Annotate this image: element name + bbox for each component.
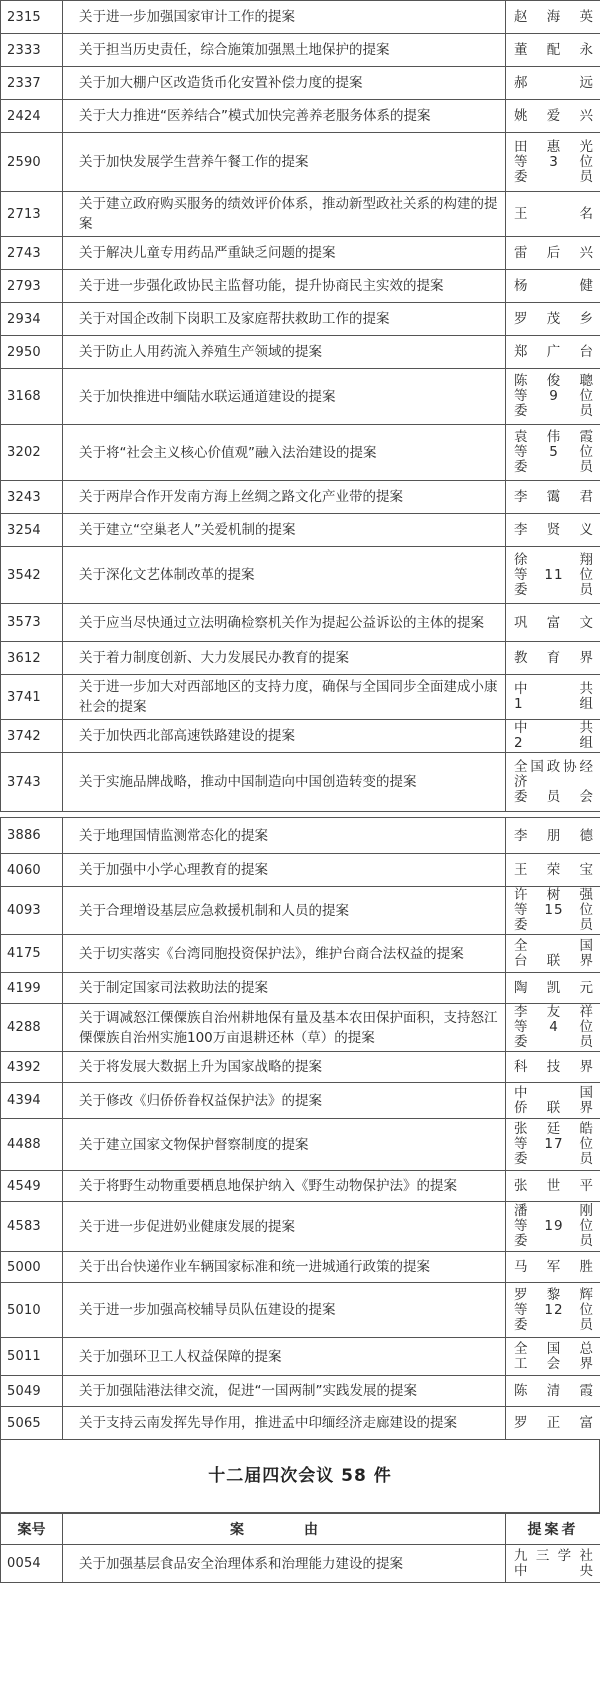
proposer-line: 等12位 [514,1301,594,1318]
proposer [506,935,600,973]
table-row [1,935,600,973]
proposer-line: 罗茂乡 [514,311,594,327]
case-subject: 关于将发展大数据上升为国家战略的提案 [63,1052,506,1083]
proposal-rows-b [1,818,600,1440]
case-subject: 关于进一步加大对西部地区的支持力度，确保与全国同步全面建成小康社会的提案 [63,675,506,720]
proposer-line: 台联界 [514,952,594,969]
case-subject: 关于将“社会主义核心价值观”融入法治建设的提案 [63,425,506,481]
proposer [506,336,600,369]
proposer-line: 2组 [514,735,594,751]
table-row [1,1083,600,1119]
proposer-line: 九三学社 [514,1547,594,1564]
case-number: 2337 [1,67,63,100]
table-row [1,1119,600,1171]
proposer-line: 赵海英 [514,9,594,25]
proposer [506,192,600,237]
proposer-line: 工会界 [514,1355,594,1372]
case-subject: 关于担当历史责任，综合施策加强黑土地保护的提案 [63,34,506,67]
proposer-line: 委员 [514,581,594,598]
case-subject: 关于建立国家文物保护督察制度的提案 [63,1119,506,1171]
proposer-line: 李霭君 [514,489,594,505]
case-number: 3612 [1,642,63,675]
table-row [1,67,600,100]
proposer [506,547,600,604]
proposer-line: 张世平 [514,1178,594,1194]
proposer [506,237,600,270]
table-row [1,1545,600,1583]
case-number: 5010 [1,1283,63,1338]
table-row [1,818,600,854]
proposer [506,1252,600,1283]
proposer [506,1407,600,1440]
case-number: 4583 [1,1202,63,1252]
case-subject: 关于防止人用药流入养殖生产领域的提案 [63,336,506,369]
table-row [1,1338,600,1376]
header-case-number: 案号 [1,1514,63,1545]
case-subject: 关于加大棚户区改造货币化安置补偿力度的提案 [63,67,506,100]
case-subject: 关于支持云南发挥先导作用，推进孟中印缅经济走廊建设的提案 [63,1407,506,1440]
case-number: 5049 [1,1376,63,1407]
proposer-line: 罗正富 [514,1415,594,1431]
proposer-line: 委员 [514,917,594,933]
case-number: 4488 [1,1119,63,1171]
proposer-line: 1组 [514,696,594,712]
case-number: 5000 [1,1252,63,1283]
proposer [506,818,600,854]
table-row [1,720,600,753]
case-number: 4060 [1,854,63,887]
case-subject: 关于合理增设基层应急救援机制和人员的提案 [63,887,506,935]
case-subject: 关于加快推进中缅陆水联运通道建设的提案 [63,369,506,425]
proposer [506,675,600,720]
proposer-line: 董配永 [514,42,594,58]
table-row [1,514,600,547]
table-row [1,303,600,336]
case-subject: 关于建立政府购买服务的绩效评价体系，推动新型政社关系的构建的提案 [63,192,506,237]
proposer-line: 全国政协经济 [514,758,594,790]
table-row [1,547,600,604]
table-row [1,369,600,425]
case-subject: 关于加快发展学生营养午餐工作的提案 [63,133,506,192]
case-number: 3886 [1,818,63,854]
proposer-line: 科技界 [514,1059,594,1075]
proposer-line: 徐翔 [514,551,594,568]
table-row [1,100,600,133]
proposer-line: 教育界 [514,650,594,666]
proposer-line: 委员 [514,168,594,185]
case-subject: 关于将野生动物重要栖息地保护纳入《野生动物保护法》的提案 [63,1171,506,1202]
proposer [506,133,600,192]
table-row [1,973,600,1004]
case-number: 3542 [1,547,63,604]
proposer [506,481,600,514]
proposer-line: 潘刚 [514,1203,594,1219]
proposer-line: 巩富文 [514,614,594,631]
case-subject: 关于制定国家司法救助法的提案 [63,973,506,1004]
proposer-line: 全国 [514,937,594,954]
proposer-line: 王名 [514,206,594,222]
case-subject: 关于进一步促进奶业健康发展的提案 [63,1202,506,1252]
table-row [1,753,600,812]
proposer-line: 袁伟霞 [514,429,594,445]
table-row [1,1407,600,1440]
proposer [506,854,600,887]
case-subject: 关于加强基层食品安全治理体系和治理能力建设的提案 [63,1545,506,1583]
case-number: 2793 [1,270,63,303]
proposer-line: 等3位 [514,153,594,170]
proposer-line: 侨联界 [514,1099,594,1116]
table-row [1,270,600,303]
case-subject: 关于实施品牌战略，推动中国制造向中国创造转变的提案 [63,753,506,812]
proposer-line: 王荣宝 [514,862,594,878]
table-row [1,1,600,34]
proposer [506,1376,600,1407]
table-row [1,642,600,675]
case-subject: 关于进一步加强国家审计工作的提案 [63,1,506,34]
case-number: 4392 [1,1052,63,1083]
proposer-line: 委员 [514,1316,594,1333]
proposer [506,369,600,425]
case-subject: 关于地理国情监测常态化的提案 [63,818,506,854]
proposer-line: 郑广台 [514,344,594,360]
case-number: 3743 [1,753,63,812]
case-subject: 关于大力推进“医养结合”模式加快完善养老服务体系的提案 [63,100,506,133]
case-subject: 关于切实落实《台湾同胞投资保护法》，维护台商合法权益的提案 [63,935,506,973]
table-row [1,34,600,67]
proposer-line: 委员 [514,403,594,419]
case-subject: 关于加强中小学心理教育的提案 [63,854,506,887]
proposer [506,1052,600,1083]
case-subject: 关于解决儿童专用药品严重缺乏问题的提案 [63,237,506,270]
table-row [1,1052,600,1083]
case-subject: 关于进一步强化政协民主监督功能，提升协商民主实效的提案 [63,270,506,303]
proposer [506,303,600,336]
proposer-line: 委员 [514,459,594,475]
case-number: 3742 [1,720,63,753]
proposer-line: 陈清霞 [514,1383,594,1399]
proposer [506,1,600,34]
proposer-line: 委员 [514,1151,594,1167]
case-subject: 关于两岸合作开发南方海上丝绸之路文化产业带的提案 [63,481,506,514]
proposal-rows-c [1,1545,600,1583]
case-number: 2315 [1,1,63,34]
table-row [1,133,600,192]
proposer-line: 中国 [514,1084,594,1101]
proposer-line: 马军胜 [514,1259,594,1275]
case-subject: 关于对国企改制下岗职工及家庭帮扶救助工作的提案 [63,303,506,336]
proposal-table-lower [0,1513,600,1583]
table-row [1,237,600,270]
case-number: 3254 [1,514,63,547]
proposer [506,425,600,481]
proposer [506,100,600,133]
proposer-line: 李朋德 [514,827,594,844]
proposer-line: 等19位 [514,1218,594,1234]
table-row [1,1252,600,1283]
proposer [506,67,600,100]
case-number: 4288 [1,1004,63,1052]
proposal-table-upper [0,0,600,812]
proposer [506,1083,600,1119]
proposer-line: 陶凯元 [514,980,594,996]
case-subject: 关于修改《归侨侨眷权益保护法》的提案 [63,1083,506,1119]
case-number: 3573 [1,604,63,642]
proposer [506,1004,600,1052]
case-subject: 关于调减怒江傈僳族自治州耕地保有量及基本农田保护面积，支持怒江傈僳族自治州实施100万亩退耕还林（草）的提案 [63,1004,506,1052]
case-subject: 关于建立“空巢老人”关爱机制的提案 [63,514,506,547]
proposer-line: 委员 [514,1233,594,1249]
proposer [506,514,600,547]
proposer-line: 委员会 [514,788,594,805]
proposer-line: 田惠光 [514,138,594,155]
proposer-line: 李贤义 [514,522,594,538]
proposer [506,34,600,67]
proposer-line: 许树强 [514,887,594,903]
case-number: 2950 [1,336,63,369]
case-number: 5065 [1,1407,63,1440]
proposer [506,642,600,675]
case-number: 5011 [1,1338,63,1376]
session-heading [0,1440,600,1513]
case-number: 4549 [1,1171,63,1202]
header-proposer: 提案者 [506,1514,600,1545]
proposer [506,753,600,812]
case-number: 2424 [1,100,63,133]
proposer-line: 中共 [514,720,594,736]
case-number: 3741 [1,675,63,720]
case-number: 2713 [1,192,63,237]
table-row [1,854,600,887]
proposer-line: 中央 [514,1562,594,1579]
proposer-line: 等5位 [514,444,594,460]
table-row [1,336,600,369]
proposer-line: 等11位 [514,566,594,583]
proposer [506,720,600,753]
case-number: 3202 [1,425,63,481]
table-row [1,1004,600,1052]
case-number: 2590 [1,133,63,192]
table-row [1,1283,600,1338]
proposal-rows-a [1,1,600,812]
proposer [506,1202,600,1252]
table-row [1,1202,600,1252]
proposer-line: 杨健 [514,278,594,294]
case-number: 2333 [1,34,63,67]
case-number: 4175 [1,935,63,973]
proposer-line: 姚爱兴 [514,108,594,124]
proposer-line: 全国总 [514,1340,594,1357]
table-header-row [1,1514,600,1545]
proposer-line: 等17位 [514,1136,594,1152]
case-subject: 关于深化文艺体制改革的提案 [63,547,506,604]
proposer [506,1119,600,1171]
case-subject: 关于应当尽快通过立法明确检察机关作为提起公益诉讼的主体的提案 [63,604,506,642]
table-row [1,675,600,720]
proposer-line: 雷后兴 [514,245,594,261]
proposer [506,887,600,935]
proposer-line: 罗黎辉 [514,1286,594,1303]
table-row [1,192,600,237]
case-subject: 关于加快西北部高速铁路建设的提案 [63,720,506,753]
case-subject: 关于进一步加强高校辅导员队伍建设的提案 [63,1283,506,1338]
table-row [1,604,600,642]
proposer-line: 陈俊聰 [514,373,594,389]
proposer-line: 等15位 [514,902,594,918]
case-number: 3243 [1,481,63,514]
proposer-line: 等9位 [514,388,594,404]
proposer [506,604,600,642]
table-row [1,887,600,935]
proposer-line: 中共 [514,681,594,697]
proposer [506,1283,600,1338]
session-title: 十二届四次会议 58 件 [208,1466,392,1486]
proposer [506,973,600,1004]
proposer-line: 李友祥 [514,1004,594,1020]
header-case-subject: 案由 [63,1514,506,1545]
table-row [1,1376,600,1407]
case-number: 4394 [1,1083,63,1119]
proposer-line: 委员 [514,1034,594,1050]
proposer-line: 郝远 [514,75,594,91]
proposer [506,1338,600,1376]
case-subject: 关于加强陆港法律交流，促进“一国两制”实践发展的提案 [63,1376,506,1407]
table-row [1,1171,600,1202]
proposer [506,1545,600,1583]
proposer [506,1171,600,1202]
proposal-table-middle [0,817,600,1440]
table-row [1,481,600,514]
case-number: 3168 [1,369,63,425]
case-number: 4199 [1,973,63,1004]
case-number: 2934 [1,303,63,336]
case-number: 4093 [1,887,63,935]
case-subject: 关于着力制度创新、大力发展民办教育的提案 [63,642,506,675]
case-number: 2743 [1,237,63,270]
table-row [1,425,600,481]
case-number: 0054 [1,1545,63,1583]
case-subject: 关于加强环卫工人权益保障的提案 [63,1338,506,1376]
proposer-line: 等4位 [514,1019,594,1035]
case-subject: 关于出台快递作业车辆国家标准和统一进城通行政策的提案 [63,1252,506,1283]
proposer [506,270,600,303]
proposer-line: 张廷皓 [514,1121,594,1137]
